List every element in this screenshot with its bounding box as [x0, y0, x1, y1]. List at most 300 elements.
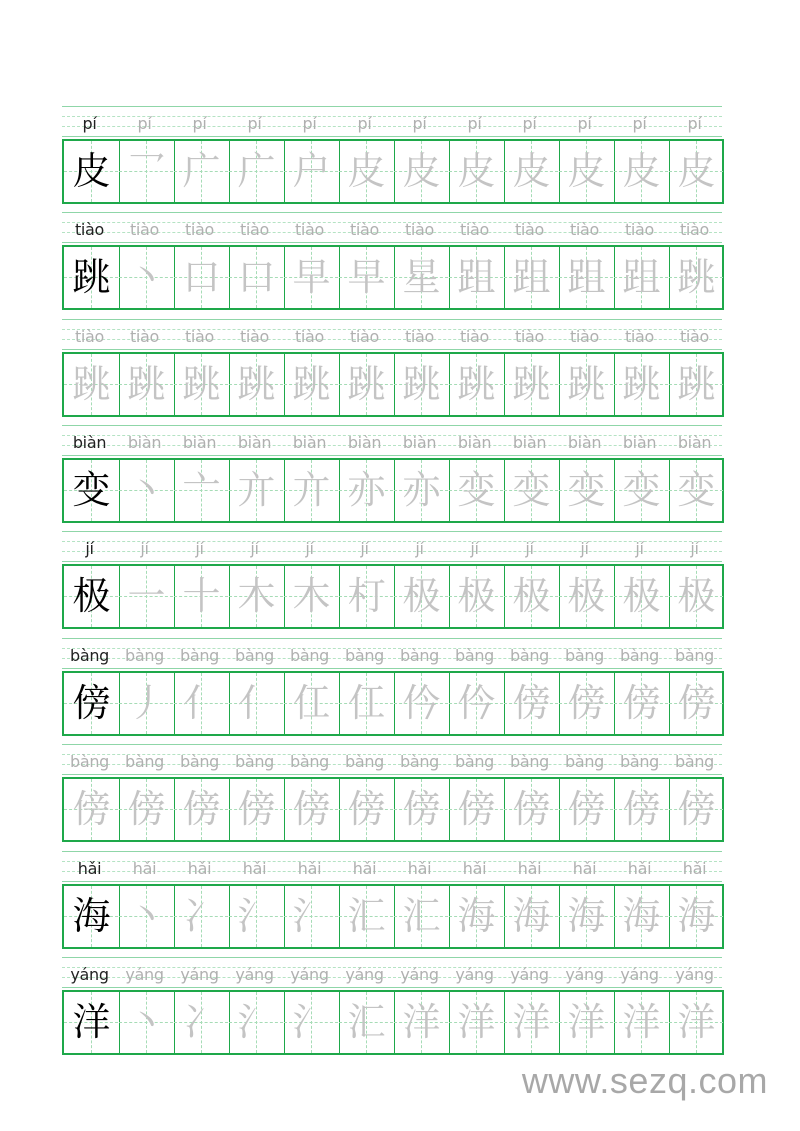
writing-cell — [174, 779, 229, 840]
writing-cell — [64, 141, 119, 202]
trace-character: 洋 — [512, 1000, 551, 1044]
pinyin-trace: hǎi — [242, 859, 267, 878]
trace-character: 傍 — [622, 681, 661, 725]
character-grid — [62, 777, 724, 842]
writing-cell — [669, 992, 724, 1053]
pinyin-trace: hǎi — [352, 859, 377, 878]
pinyin-trace: biàn — [457, 433, 492, 452]
trace-character: 冫 — [182, 894, 221, 938]
trace-character: 傍 — [347, 787, 386, 831]
writing-cell — [339, 247, 394, 308]
writing-cell — [64, 247, 119, 308]
trace-character: 极 — [512, 574, 551, 618]
pinyin-trace: hǎi — [462, 859, 487, 878]
pinyin-trace: bàng — [234, 646, 275, 665]
trace-character: 极 — [457, 574, 496, 618]
writing-cell — [394, 141, 449, 202]
writing-cell — [614, 673, 669, 734]
pinyin-guide-line — [62, 425, 722, 426]
trace-character: 仜 — [347, 681, 386, 725]
trace-character: 跳 — [72, 362, 111, 406]
model-character: 傍 — [72, 681, 111, 725]
writing-cell — [64, 673, 119, 734]
model-character: 跳 — [72, 255, 111, 299]
writing-cell — [64, 354, 119, 415]
writing-cell — [449, 779, 504, 840]
writing-cell — [174, 247, 229, 308]
trace-character: 跳 — [292, 362, 331, 406]
writing-cell — [504, 460, 559, 521]
writing-cell — [174, 886, 229, 947]
writing-cell — [669, 886, 724, 947]
trace-character: 跳 — [622, 362, 661, 406]
pinyin-trace: pí — [522, 114, 537, 133]
trace-character: 傍 — [677, 681, 716, 725]
trace-character: 氵 — [237, 894, 276, 938]
pinyin-trace: bàng — [399, 646, 440, 665]
pinyin-trace: biàn — [402, 433, 437, 452]
trace-character: 早 — [347, 255, 386, 299]
writing-cell — [229, 992, 284, 1053]
writing-cell — [284, 247, 339, 308]
trace-character: 皮 — [457, 149, 496, 193]
writing-cell — [504, 779, 559, 840]
pinyin-trace: tiào — [514, 220, 545, 239]
pinyin-trace: hǎi — [132, 859, 157, 878]
pinyin-trace: yáng — [565, 965, 604, 984]
writing-cell — [119, 992, 174, 1053]
trace-character: 变 — [677, 468, 716, 512]
trace-character: 傍 — [237, 787, 276, 831]
writing-cell — [119, 247, 174, 308]
writing-cell — [669, 141, 724, 202]
writing-cell — [229, 886, 284, 947]
writing-cell — [394, 992, 449, 1053]
writing-cell — [504, 566, 559, 627]
pinyin-trace: tiào — [129, 327, 160, 346]
pinyin-trace: jí — [580, 539, 589, 558]
pinyin-trace: biàn — [237, 433, 272, 452]
writing-cell — [449, 247, 504, 308]
writing-cell — [449, 141, 504, 202]
pinyin-trace: pí — [687, 114, 702, 133]
writing-cell — [64, 992, 119, 1053]
pinyin-trace: tiào — [239, 327, 270, 346]
trace-character: 汇 — [347, 1000, 386, 1044]
pinyin-trace: bàng — [289, 752, 330, 771]
trace-character: 亻 — [182, 681, 221, 725]
trace-character: 汇 — [402, 894, 441, 938]
writing-cell — [504, 673, 559, 734]
writing-cell — [449, 673, 504, 734]
character-grid — [62, 245, 724, 310]
pinyin-trace: tiào — [349, 327, 380, 346]
trace-character: 海 — [512, 894, 551, 938]
trace-character: 广 — [237, 149, 276, 193]
writing-cell — [559, 566, 614, 627]
writing-cell — [339, 460, 394, 521]
writing-cell — [64, 460, 119, 521]
model-character: 洋 — [72, 1000, 111, 1044]
writing-cell — [174, 141, 229, 202]
pinyin-trace: pí — [192, 114, 207, 133]
pinyin-guide-line — [62, 774, 722, 775]
writing-cell — [669, 779, 724, 840]
character-grid — [62, 352, 724, 417]
writing-cell — [559, 886, 614, 947]
model-character: 海 — [72, 894, 111, 938]
pinyin-guide-line — [62, 668, 722, 669]
writing-cell — [284, 992, 339, 1053]
writing-cell — [284, 566, 339, 627]
pinyin-guide-line — [62, 106, 722, 107]
pinyin-model: tiào — [74, 220, 105, 239]
writing-cell — [559, 141, 614, 202]
watermark: www.sezq.com — [521, 1060, 768, 1101]
pinyin-trace: tiào — [679, 220, 710, 239]
trace-character: 口 — [237, 255, 276, 299]
pinyin-trace: bàng — [454, 752, 495, 771]
pinyin-trace: tiào — [294, 220, 325, 239]
writing-cell — [229, 566, 284, 627]
pinyin-trace: tiào — [624, 327, 655, 346]
trace-character: 跳 — [677, 362, 716, 406]
trace-character: 跙 — [457, 255, 496, 299]
trace-character: 海 — [622, 894, 661, 938]
trace-character: 冫 — [182, 1000, 221, 1044]
writing-cell — [339, 566, 394, 627]
pinyin-trace: tiào — [459, 220, 490, 239]
pinyin-guide-line — [62, 531, 722, 532]
writing-cell — [174, 354, 229, 415]
trace-character: 广 — [182, 149, 221, 193]
writing-cell — [449, 886, 504, 947]
writing-cell — [394, 779, 449, 840]
pinyin-trace: tiào — [459, 327, 490, 346]
pinyin-trace: tiào — [569, 220, 600, 239]
trace-character: 一 — [127, 574, 166, 618]
pinyin-trace: biàn — [512, 433, 547, 452]
writing-cell — [394, 886, 449, 947]
trace-character: 亦 — [402, 468, 441, 512]
practice-row — [62, 319, 722, 415]
writing-cell — [614, 992, 669, 1053]
trace-character: 极 — [567, 574, 606, 618]
pinyin-trace: bàng — [674, 646, 715, 665]
pinyin-trace: bàng — [69, 752, 110, 771]
trace-character: 跳 — [182, 362, 221, 406]
pinyin-trace: tiào — [404, 220, 435, 239]
pinyin-trace: bàng — [344, 752, 385, 771]
writing-cell — [174, 460, 229, 521]
pinyin-trace: jí — [470, 539, 479, 558]
trace-character: 皮 — [512, 149, 551, 193]
pinyin-trace: tiào — [294, 327, 325, 346]
writing-cell — [614, 247, 669, 308]
pinyin-guide-line — [62, 319, 722, 320]
trace-character: 亣 — [237, 468, 276, 512]
pinyin-trace: tiào — [239, 220, 270, 239]
pinyin-trace: pí — [467, 114, 482, 133]
trace-character: 傍 — [567, 681, 606, 725]
pinyin-trace: tiào — [349, 220, 380, 239]
pinyin-trace: hǎi — [407, 859, 432, 878]
trace-character: 跳 — [677, 255, 716, 299]
character-grid — [62, 564, 724, 629]
trace-character: 跳 — [347, 362, 386, 406]
trace-character: 跙 — [567, 255, 606, 299]
writing-cell — [614, 886, 669, 947]
pinyin-model: jí — [85, 539, 94, 558]
writing-cell — [614, 460, 669, 521]
writing-cell — [119, 460, 174, 521]
practice-row — [62, 851, 722, 947]
writing-cell — [614, 779, 669, 840]
writing-cell — [504, 141, 559, 202]
practice-row — [62, 531, 722, 627]
trace-character: 跳 — [457, 362, 496, 406]
character-grid — [62, 990, 724, 1055]
writing-cell — [614, 354, 669, 415]
writing-cell — [339, 354, 394, 415]
trace-character: 变 — [512, 468, 551, 512]
writing-cell — [339, 779, 394, 840]
trace-character: 傍 — [182, 787, 221, 831]
trace-character: 氵 — [237, 1000, 276, 1044]
model-character: 皮 — [72, 149, 111, 193]
trace-character: 跙 — [622, 255, 661, 299]
writing-cell — [559, 779, 614, 840]
writing-cell — [504, 992, 559, 1053]
trace-character: 丶 — [127, 1000, 166, 1044]
pinyin-trace: yáng — [620, 965, 659, 984]
pinyin-trace: jí — [415, 539, 424, 558]
pinyin-trace: bàng — [674, 752, 715, 771]
trace-character: 皮 — [677, 149, 716, 193]
pinyin-trace: jí — [635, 539, 644, 558]
pinyin-model: bàng — [69, 646, 110, 665]
trace-character: 跙 — [512, 255, 551, 299]
pinyin-trace: tiào — [569, 327, 600, 346]
pinyin-trace: jí — [250, 539, 259, 558]
writing-cell — [614, 141, 669, 202]
trace-character: 极 — [622, 574, 661, 618]
practice-row — [62, 957, 722, 1053]
pinyin-trace: bàng — [399, 752, 440, 771]
writing-cell — [394, 247, 449, 308]
character-grid — [62, 884, 724, 949]
practice-row — [62, 425, 722, 521]
trace-character: 跳 — [402, 362, 441, 406]
pinyin-trace: tiào — [184, 327, 215, 346]
writing-cell — [559, 247, 614, 308]
character-grid — [62, 671, 724, 736]
pinyin-trace: bàng — [124, 752, 165, 771]
pinyin-trace: bàng — [179, 752, 220, 771]
trace-character: 仱 — [457, 681, 496, 725]
trace-character: 皮 — [622, 149, 661, 193]
trace-character: 丿 — [127, 681, 166, 725]
pinyin-trace: yáng — [510, 965, 549, 984]
trace-character: 亣 — [292, 468, 331, 512]
trace-character: 傍 — [622, 787, 661, 831]
writing-cell — [229, 354, 284, 415]
pinyin-trace: tiào — [679, 327, 710, 346]
writing-cell — [339, 886, 394, 947]
writing-cell — [614, 566, 669, 627]
writing-cell — [174, 673, 229, 734]
writing-cell — [394, 673, 449, 734]
practice-row — [62, 638, 722, 734]
writing-cell — [559, 460, 614, 521]
pinyin-model: pí — [82, 114, 97, 133]
trace-character: 傍 — [567, 787, 606, 831]
pinyin-trace: pí — [247, 114, 262, 133]
pinyin-trace: jí — [305, 539, 314, 558]
pinyin-guide-line — [62, 136, 722, 137]
pinyin-trace: bàng — [564, 752, 605, 771]
writing-cell — [504, 886, 559, 947]
pinyin-model: biàn — [72, 433, 107, 452]
trace-character: 丶 — [127, 894, 166, 938]
writing-cell — [339, 992, 394, 1053]
trace-character: 户 — [292, 149, 331, 193]
pinyin-trace: bàng — [289, 646, 330, 665]
writing-cell — [229, 141, 284, 202]
trace-character: 跳 — [567, 362, 606, 406]
pinyin-trace: bàng — [454, 646, 495, 665]
trace-character: 丶 — [127, 255, 166, 299]
character-grid — [62, 458, 724, 523]
pinyin-trace: pí — [357, 114, 372, 133]
trace-character: 朾 — [347, 574, 386, 618]
trace-character: 口 — [182, 255, 221, 299]
writing-cell — [64, 779, 119, 840]
pinyin-trace: yáng — [675, 965, 714, 984]
trace-character: 傍 — [72, 787, 111, 831]
pinyin-trace: jí — [690, 539, 699, 558]
trace-character: 丶 — [127, 468, 166, 512]
pinyin-trace: tiào — [404, 327, 435, 346]
trace-character: 极 — [677, 574, 716, 618]
pinyin-trace: pí — [137, 114, 152, 133]
pinyin-trace: yáng — [400, 965, 439, 984]
trace-character: 皮 — [567, 149, 606, 193]
trace-character: 皮 — [402, 149, 441, 193]
trace-character: 早 — [292, 255, 331, 299]
writing-cell — [119, 566, 174, 627]
pinyin-trace: pí — [412, 114, 427, 133]
writing-cell — [449, 566, 504, 627]
trace-character: 跳 — [237, 362, 276, 406]
trace-character: 氵 — [292, 1000, 331, 1044]
writing-cell — [669, 566, 724, 627]
trace-character: 洋 — [677, 1000, 716, 1044]
pinyin-trace: bàng — [234, 752, 275, 771]
trace-character: 洋 — [402, 1000, 441, 1044]
pinyin-trace: yáng — [455, 965, 494, 984]
pinyin-guide-line — [62, 455, 722, 456]
pinyin-trace: bàng — [344, 646, 385, 665]
writing-cell — [669, 247, 724, 308]
writing-cell — [64, 566, 119, 627]
pinyin-trace: jí — [140, 539, 149, 558]
trace-character: 仱 — [402, 681, 441, 725]
pinyin-guide-line — [62, 212, 722, 213]
writing-cell — [119, 886, 174, 947]
writing-cell — [119, 673, 174, 734]
writing-cell — [669, 460, 724, 521]
writing-cell — [394, 354, 449, 415]
writing-cell — [284, 460, 339, 521]
pinyin-trace: pí — [302, 114, 317, 133]
trace-character: 洋 — [622, 1000, 661, 1044]
pinyin-trace: biàn — [182, 433, 217, 452]
trace-character: 汇 — [347, 894, 386, 938]
pinyin-guide-line — [62, 242, 722, 243]
pinyin-trace: tiào — [624, 220, 655, 239]
pinyin-trace: biàn — [292, 433, 327, 452]
trace-character: 星 — [402, 255, 441, 299]
trace-character: 皮 — [347, 149, 386, 193]
pinyin-trace: hǎi — [572, 859, 597, 878]
writing-cell — [229, 247, 284, 308]
writing-cell — [284, 673, 339, 734]
trace-character: 海 — [457, 894, 496, 938]
pinyin-trace: bàng — [124, 646, 165, 665]
trace-character: 跳 — [127, 362, 166, 406]
pinyin-guide-line — [62, 349, 722, 350]
trace-character: 洋 — [567, 1000, 606, 1044]
writing-cell — [504, 247, 559, 308]
pinyin-trace: tiào — [184, 220, 215, 239]
trace-character: 木 — [292, 574, 331, 618]
pinyin-trace: bàng — [564, 646, 605, 665]
trace-character: 傍 — [292, 787, 331, 831]
pinyin-trace: tiào — [129, 220, 160, 239]
trace-character: 傍 — [677, 787, 716, 831]
trace-character: 傍 — [402, 787, 441, 831]
practice-row — [62, 744, 722, 840]
writing-cell — [339, 141, 394, 202]
writing-cell — [229, 779, 284, 840]
pinyin-trace: biàn — [622, 433, 657, 452]
trace-character: 变 — [622, 468, 661, 512]
pinyin-model: hǎi — [77, 859, 102, 878]
writing-cell — [559, 354, 614, 415]
pinyin-trace: bàng — [619, 752, 660, 771]
trace-character: 海 — [677, 894, 716, 938]
writing-cell — [394, 460, 449, 521]
pinyin-trace: biàn — [677, 433, 712, 452]
writing-cell — [174, 566, 229, 627]
writing-cell — [449, 992, 504, 1053]
writing-cell — [284, 141, 339, 202]
pinyin-trace: hǎi — [517, 859, 542, 878]
pinyin-guide-line — [62, 851, 722, 852]
pinyin-trace: tiào — [74, 327, 105, 346]
pinyin-trace: bàng — [179, 646, 220, 665]
pinyin-trace: hǎi — [682, 859, 707, 878]
pinyin-model: yáng — [70, 965, 109, 984]
pinyin-guide-line — [62, 987, 722, 988]
trace-character: 变 — [457, 468, 496, 512]
pinyin-trace: jí — [195, 539, 204, 558]
pinyin-trace: hǎi — [297, 859, 322, 878]
pinyin-trace: yáng — [125, 965, 164, 984]
trace-character: 跳 — [512, 362, 551, 406]
pinyin-trace: tiào — [514, 327, 545, 346]
